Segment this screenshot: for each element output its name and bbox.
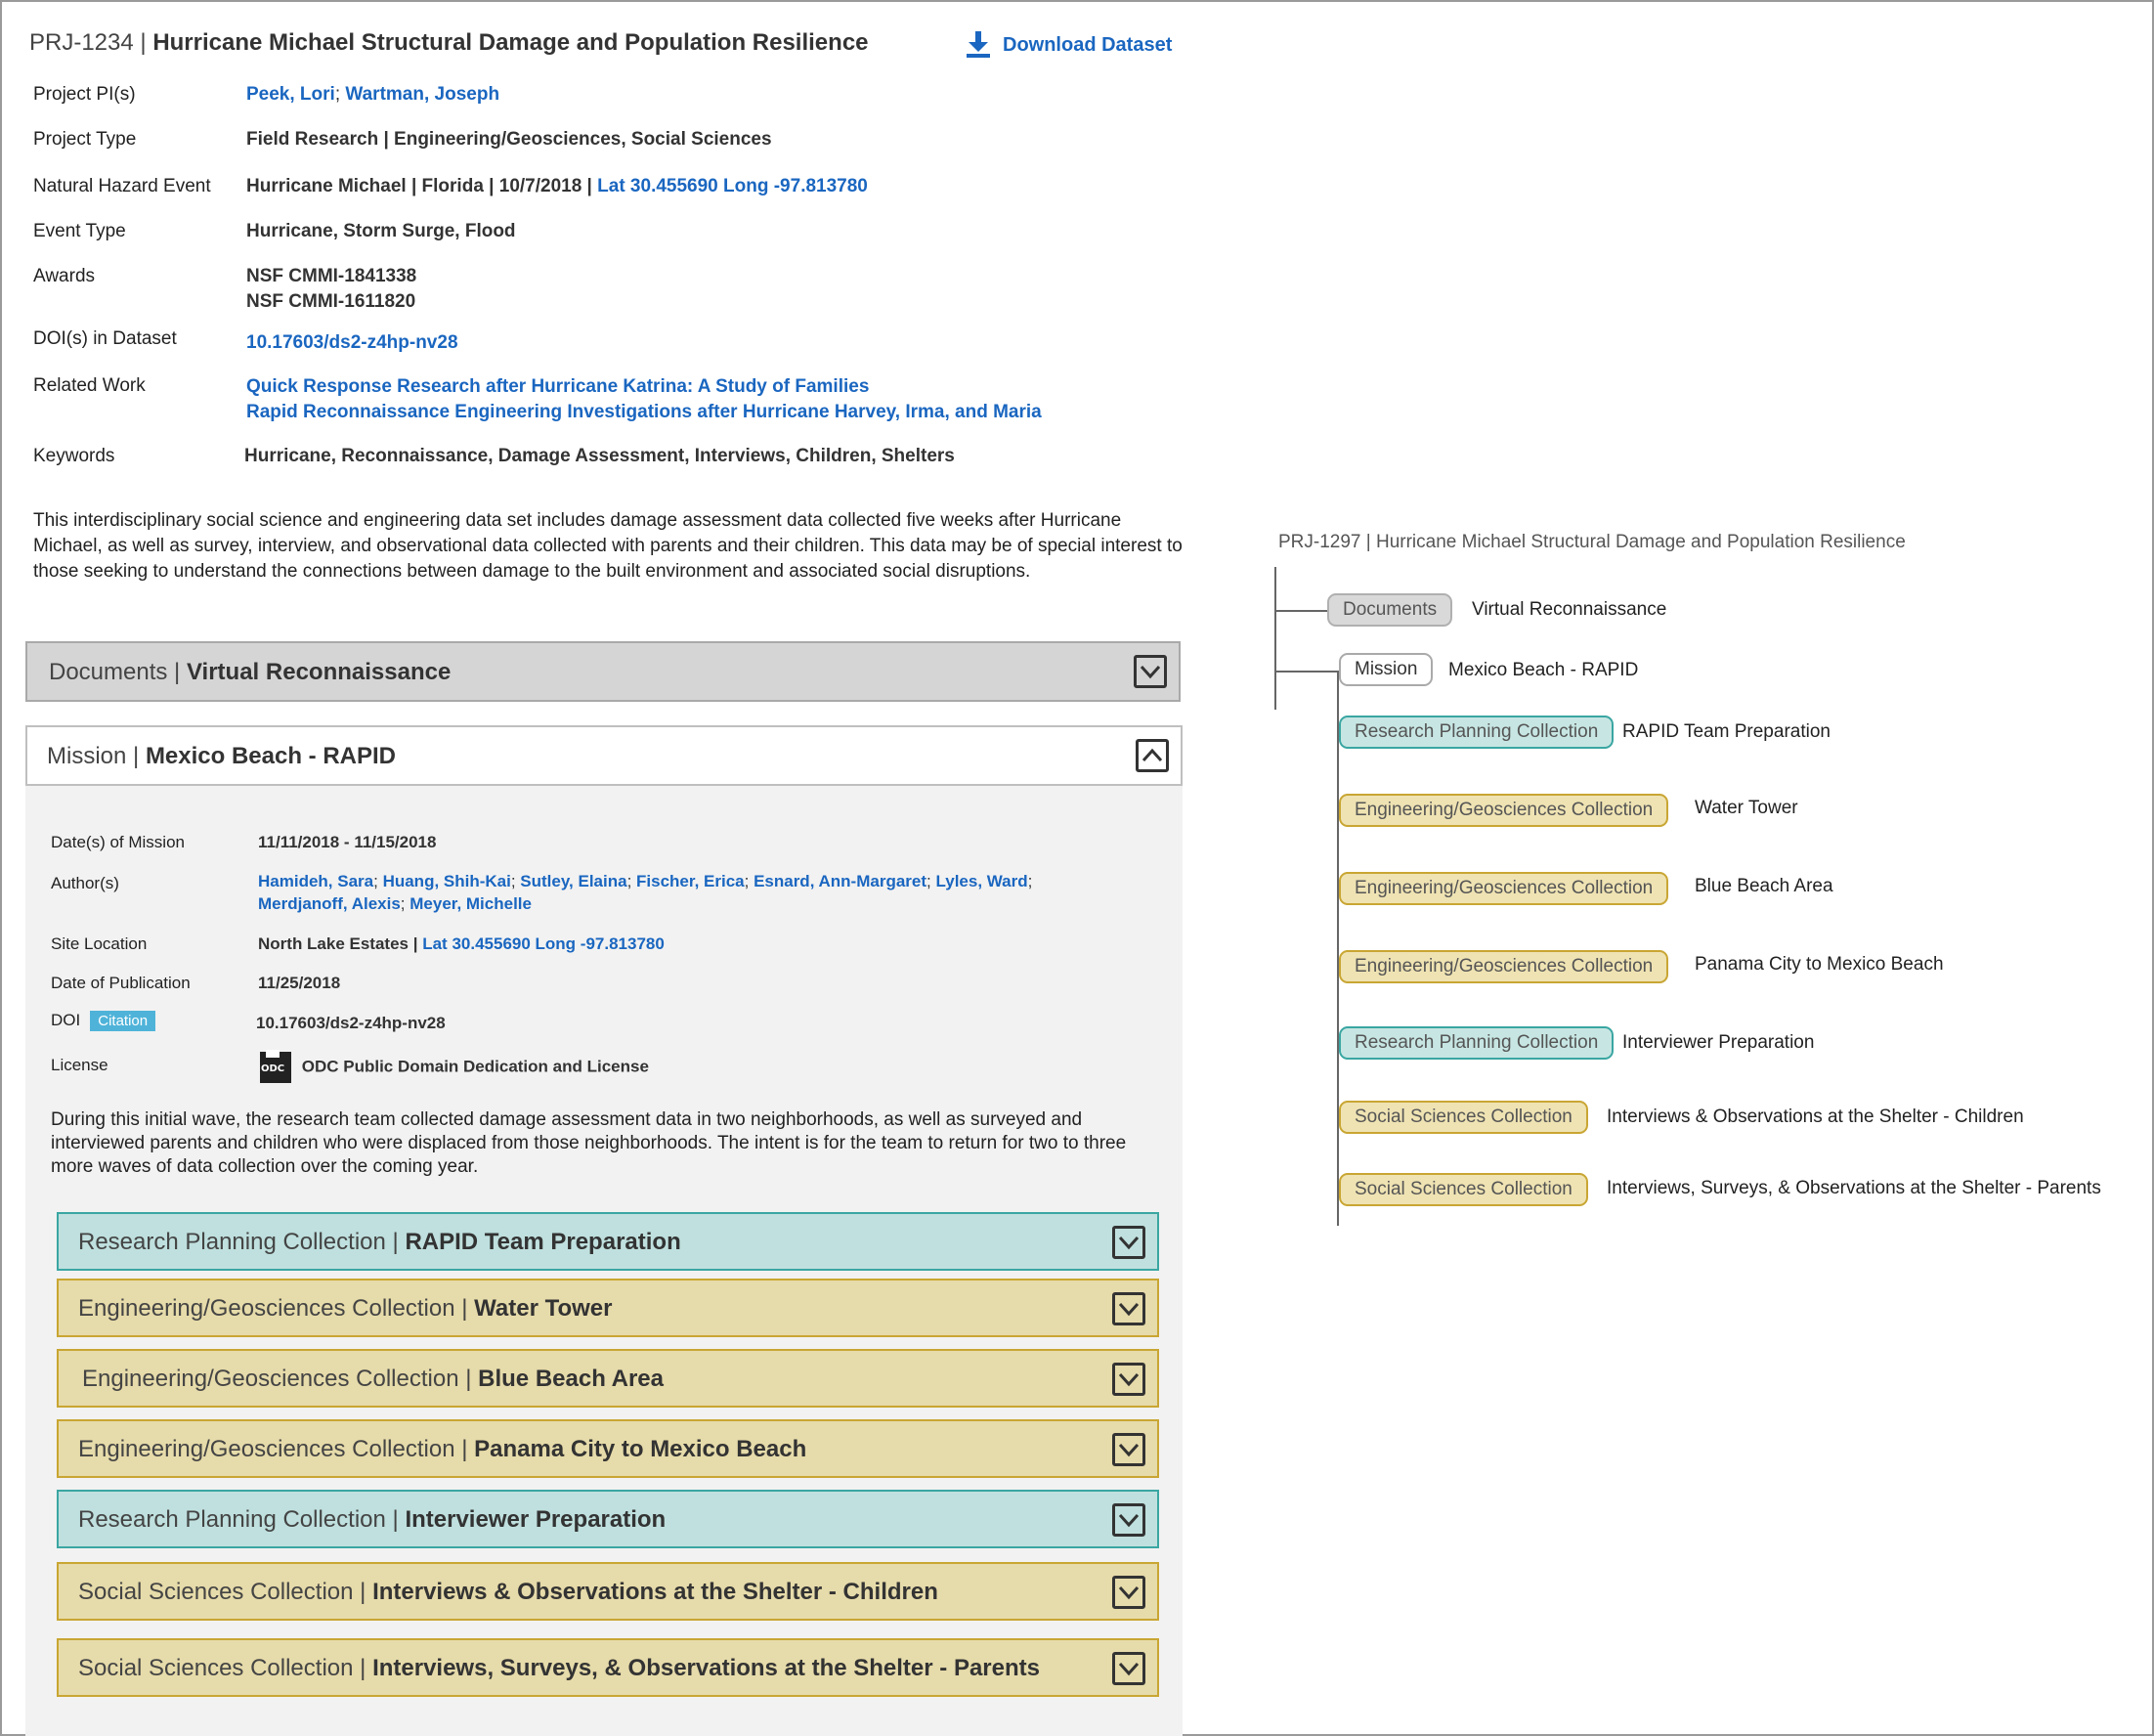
collection-water-tower[interactable]: [57, 1279, 1159, 1337]
mission-panel: [25, 725, 1183, 1736]
project-panel: [25, 23, 1183, 1681]
related-link-1[interactable]: Quick Response Research after Hurricane Katrina: A Study of Families: [246, 376, 870, 397]
documents-name: Virtual Reconnaissance: [186, 659, 452, 685]
tree-node-collection[interactable]: Engineering/Geosciences Collection: [1339, 950, 1668, 983]
event-label: Event Type: [33, 221, 126, 241]
collection-blue-beach-area[interactable]: [57, 1349, 1159, 1408]
tree-line: [1274, 610, 1327, 612]
hazard-label: Natural Hazard Event: [33, 176, 211, 196]
hazard-coords-link[interactable]: Lat 30.455690 Long -97.813780: [597, 176, 868, 196]
tree-label-collection: Panama City to Mexico Beach: [1695, 954, 1944, 975]
mission-description: During this initial wave, the research team collected damage assessment data in two neighborhoods, as well as surveyed and interviewed parents and children who were displaced from those neighborhoods. The intent is for the team to return for two to three more waves of data collection over the coming year.: [51, 1109, 1127, 1177]
mission-doi-label: [51, 1011, 155, 1031]
project-id: PRJ-1234: [29, 29, 134, 56]
tree-label-collection: RAPID Team Preparation: [1622, 721, 1831, 742]
collection-shelter-parents[interactable]: [57, 1638, 1159, 1697]
author-link[interactable]: Fischer, Erica: [636, 872, 745, 890]
chevron-down-icon[interactable]: [1112, 1363, 1145, 1396]
tree-node-collection[interactable]: Social Sciences Collection: [1339, 1173, 1588, 1206]
collection-shelter-children[interactable]: [57, 1562, 1159, 1621]
tree-node-collection[interactable]: Social Sciences Collection: [1339, 1101, 1588, 1134]
chevron-down-icon[interactable]: [1112, 1292, 1145, 1325]
citation-button[interactable]: Citation: [90, 1011, 155, 1031]
mission-type: Mission: [47, 743, 127, 769]
tree-node-collection[interactable]: Engineering/Geosciences Collection: [1339, 872, 1668, 905]
license-label: License: [51, 1056, 108, 1074]
tree-title: PRJ-1297 | Hurricane Michael Structural Damage and Population Resilience: [1278, 532, 1906, 552]
awards-value: [246, 264, 416, 315]
collection-title: Engineering/Geosciences Collection | Water Tower: [78, 1295, 613, 1322]
project-header: [25, 23, 1183, 74]
keywords-value: Hurricane, Reconnaissance, Damage Assessment, Interviews, Children, Shelters: [244, 446, 955, 466]
collection-title: Engineering/Geosciences Collection | Panama City to Mexico Beach: [78, 1436, 807, 1462]
awards-label: Awards: [33, 266, 96, 286]
pi-link-1[interactable]: Peek, Lori: [246, 84, 335, 105]
type-value: Field Research | Engineering/Geosciences, Social Sciences: [246, 129, 772, 150]
chevron-down-icon[interactable]: [1134, 655, 1167, 688]
project-abstract: This interdisciplinary social science and engineering data set includes damage assessment data collected five weeks after Hurricane Michael, as well as survey, interview, and observational data collected with parents and their children. This data may be of special interest to those seeking to understand the connections between damage to the built environment and associated social disruptions.: [33, 510, 1183, 582]
tree-node-collection[interactable]: Research Planning Collection: [1339, 1026, 1614, 1060]
download-icon: [966, 31, 991, 59]
mission-dates-value: 11/11/2018 - 11/15/2018: [258, 833, 437, 851]
documents-accordion[interactable]: [25, 641, 1181, 702]
authors-line-2: Merdjanoff, Alexis; Meyer, Michelle: [258, 894, 532, 913]
author-link[interactable]: Huang, Shih-Kai: [382, 872, 511, 890]
documents-type: Documents: [49, 659, 168, 685]
tree-line: [1274, 567, 1276, 710]
tree-node-collection[interactable]: Research Planning Collection: [1339, 716, 1614, 749]
license-text: ODC Public Domain Dedication and License: [301, 1057, 649, 1076]
site-text: North Lake Estates |: [258, 934, 418, 953]
collection-title: Engineering/Geosciences Collection | Blue Beach Area: [82, 1366, 664, 1392]
collection-interviewer-preparation[interactable]: [57, 1490, 1159, 1548]
chevron-down-icon[interactable]: [1112, 1226, 1145, 1259]
mission-authors-label: Author(s): [51, 874, 119, 892]
pi-value: Peek, Lori; Wartman, Joseph: [246, 84, 500, 105]
pub-date-label: Date of Publication: [51, 974, 191, 992]
author-link[interactable]: Merdjanoff, Alexis: [258, 894, 401, 913]
tree-label-collection: Interviews & Observations at the Shelter - Children: [1607, 1107, 2024, 1127]
mission-accordion-header[interactable]: [25, 725, 1183, 786]
award-2: NSF CMMI-1611820: [246, 291, 416, 312]
keywords-label: Keywords: [33, 446, 115, 466]
tree-label-collection: Interviewer Preparation: [1622, 1032, 1815, 1053]
project-title: PRJ-1234 | Hurricane Michael Structural Damage and Population Resilience: [29, 29, 869, 56]
chevron-down-icon[interactable]: [1112, 1433, 1145, 1466]
documents-title: Documents | Virtual Reconnaissance: [49, 659, 452, 685]
site-value: [258, 933, 665, 955]
collection-title: Research Planning Collection | Interviewer Preparation: [78, 1506, 667, 1533]
tree-line: [1274, 671, 1339, 673]
tree-label-collection: Blue Beach Area: [1695, 876, 1833, 896]
mission-doi-text: DOI: [51, 1011, 81, 1029]
pi-label: Project PI(s): [33, 84, 136, 105]
mission-title: Mission | Mexico Beach - RAPID: [47, 743, 397, 769]
tree-label-collection: Water Tower: [1695, 798, 1798, 818]
chevron-up-icon[interactable]: [1136, 739, 1169, 772]
hazard-value: [246, 174, 868, 199]
award-1: NSF CMMI-1841338: [246, 266, 417, 286]
event-value: Hurricane, Storm Surge, Flood: [246, 221, 516, 241]
collection-rapid-team-preparation[interactable]: [57, 1212, 1159, 1271]
collection-panama-city-to-mexico-beach[interactable]: [57, 1419, 1159, 1478]
mission-name: Mexico Beach - RAPID: [145, 743, 397, 769]
tree-label-mission: Mexico Beach - RAPID: [1448, 660, 1639, 680]
svg-text:ODC: ODC: [261, 1063, 285, 1074]
collection-title: Social Sciences Collection | Interviews & Observations at the Shelter - Children: [78, 1579, 938, 1605]
download-dataset-button[interactable]: [966, 31, 1172, 59]
tree-node-mission[interactable]: Mission: [1339, 653, 1433, 686]
collection-title: Social Sciences Collection | Interviews, Surveys, & Observations at the Shelter - Parents: [78, 1655, 1040, 1681]
tree-line: [1337, 671, 1339, 1226]
chevron-down-icon[interactable]: [1112, 1503, 1145, 1537]
license-value: [258, 1050, 649, 1085]
tree-node-documents[interactable]: Documents: [1327, 593, 1452, 627]
related-link-2[interactable]: Rapid Reconnaissance Engineering Investigations after Hurricane Harvey, Irma, and Maria: [246, 402, 1042, 422]
doi-label: DOI(s) in Dataset: [33, 328, 177, 349]
mission-dates-label: Date(s) of Mission: [51, 833, 185, 851]
hazard-text: Hurricane Michael | Florida | 10/7/2018 |: [246, 176, 592, 196]
project-name: Hurricane Michael Structural Damage and Population Resilience: [152, 29, 869, 56]
tree-node-collection[interactable]: Engineering/Geosciences Collection: [1339, 794, 1668, 827]
author-link[interactable]: Meyer, Michelle: [409, 894, 532, 913]
site-coords-link[interactable]: Lat 30.455690 Long -97.813780: [422, 934, 665, 953]
mission-authors-value: [258, 870, 1032, 915]
authors-line-1: Hamideh, Sara; Huang, Shih-Kai; Sutley, Elaina; Fischer, Erica; Esnard, Ann-Margaret; Lyles, Ward;: [258, 872, 1033, 890]
author-link[interactable]: Lyles, Ward: [935, 872, 1028, 890]
collection-title: Research Planning Collection | RAPID Team Preparation: [78, 1229, 681, 1255]
author-link[interactable]: Hamideh, Sara: [258, 872, 374, 890]
author-link[interactable]: Sutley, Elaina: [520, 872, 627, 890]
related-value: [246, 374, 1042, 425]
download-label: Download Dataset: [1003, 33, 1173, 56]
chevron-down-icon[interactable]: [1112, 1652, 1145, 1685]
mission-doi-value: 10.17603/ds2-z4hp-nv28: [256, 1014, 446, 1032]
chevron-down-icon[interactable]: [1112, 1576, 1145, 1609]
pi-link-2[interactable]: Wartman, Joseph: [345, 84, 500, 105]
pub-date-value: 11/25/2018: [258, 974, 341, 992]
author-link[interactable]: Esnard, Ann-Margaret: [754, 872, 927, 890]
related-label: Related Work: [33, 375, 146, 396]
doi-link[interactable]: 10.17603/ds2-z4hp-nv28: [246, 332, 458, 353]
project-tree: [1272, 528, 2132, 1232]
tree-label-documents: Virtual Reconnaissance: [1472, 599, 1667, 620]
tree-label-collection: Interviews, Surveys, & Observations at the Shelter - Parents: [1607, 1178, 2101, 1198]
type-label: Project Type: [33, 129, 137, 150]
odc-license-icon: [258, 1050, 293, 1085]
site-label: Site Location: [51, 934, 148, 953]
